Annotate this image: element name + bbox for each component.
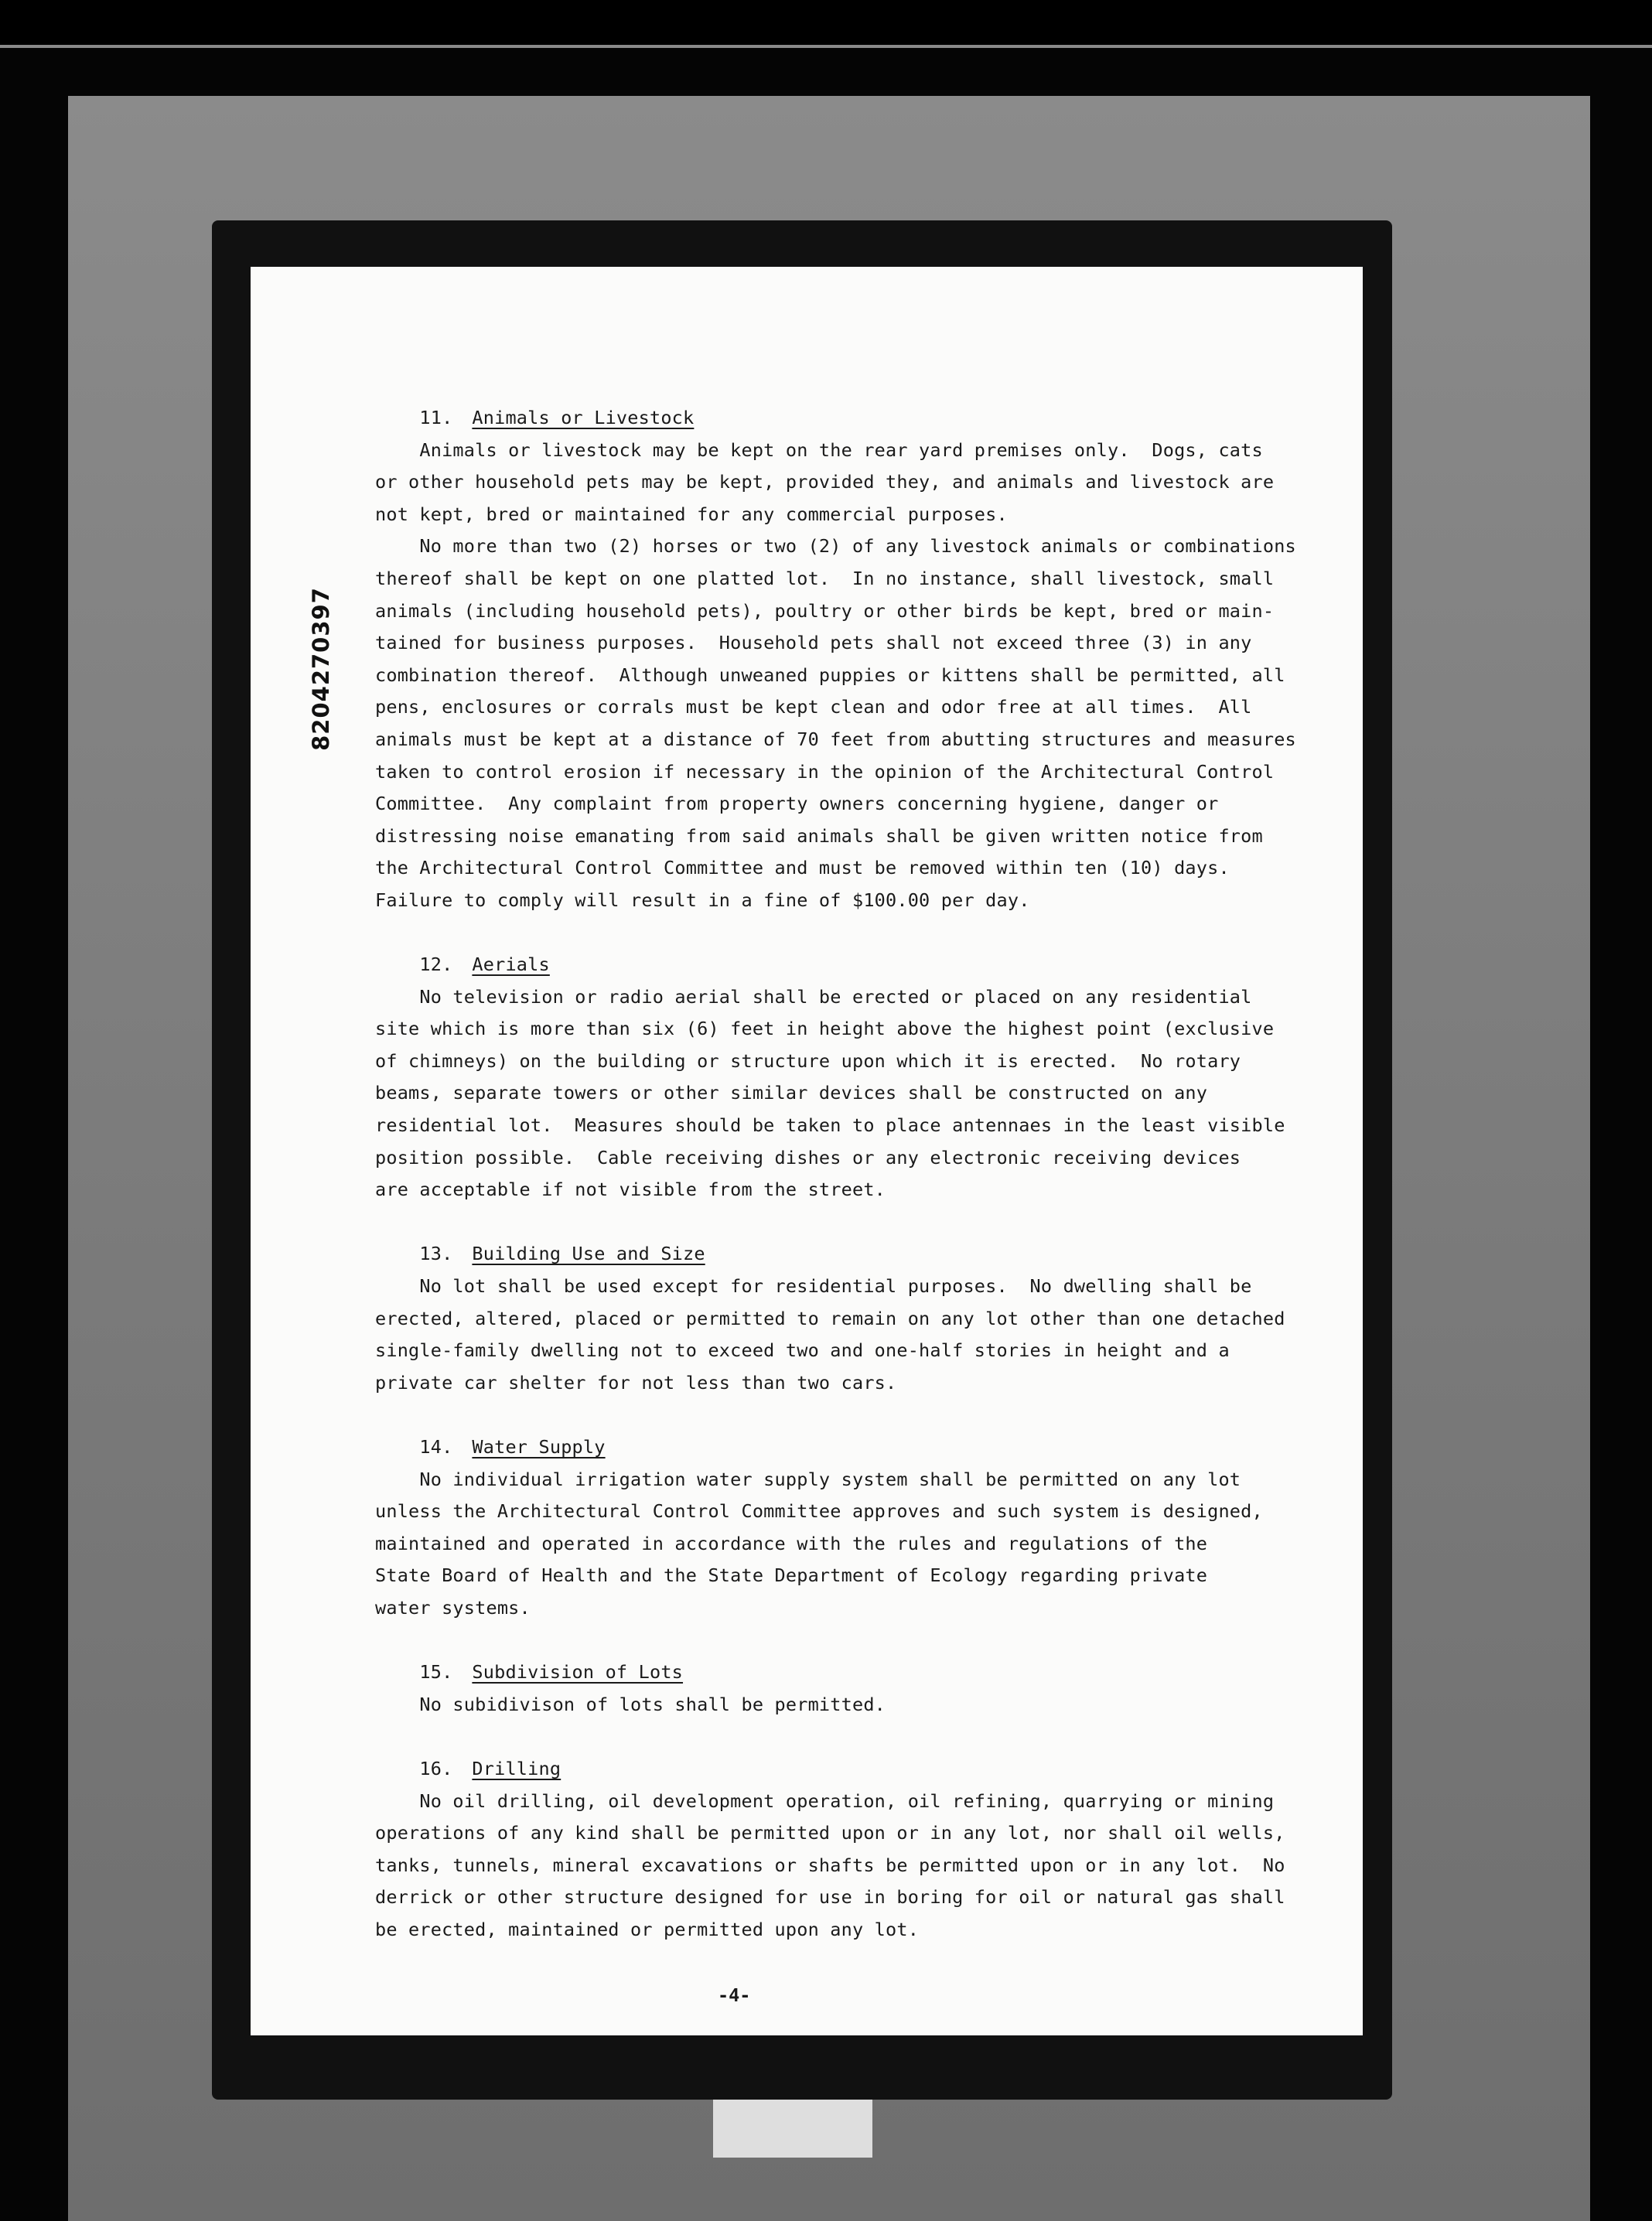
section-heading <box>375 949 1288 981</box>
body-line: No oil drilling, oil development operation, oil refining, quarrying or mining <box>375 1789 1275 1812</box>
section-heading <box>375 1431 1288 1464</box>
section-heading <box>375 1656 1288 1689</box>
body-line: tanks, tunnels, mineral excavations or shafts be permitted upon or in any lot. No <box>375 1854 1285 1876</box>
recording-stamp <box>271 584 371 754</box>
section-number: 15. <box>419 1661 453 1684</box>
body-line: are acceptable if not visible from the street. <box>375 1179 886 1201</box>
section-heading <box>375 1238 1288 1271</box>
body-line: position possible. Cable receiving dishes or any electronic receiving devices <box>375 1146 1241 1168</box>
body-line: operations of any kind shall be permitted upon or in any lot, nor shall oil wells, <box>375 1822 1285 1844</box>
body-line: animals must be kept at a distance of 70 feet from abutting structures and measures <box>375 728 1296 750</box>
indent <box>375 1661 419 1683</box>
body-line: Committee. Any complaint from property owners concerning hygiene, danger or <box>375 793 1219 815</box>
section-title: Aerials <box>472 954 550 976</box>
section-title: Drilling <box>472 1757 561 1779</box>
body-line: Animals or livestock may be kept on the rear yard premises only. Dogs, cats <box>375 438 1263 461</box>
body-line: erected, altered, placed or permitted to remain on any lot other than one detached <box>375 1307 1285 1329</box>
section-title: Water Supply <box>472 1436 606 1458</box>
section-heading <box>375 1753 1288 1786</box>
body-line: pens, enclosures or corrals must be kept clean and odor free at all times. All <box>375 696 1252 718</box>
indent <box>375 954 419 975</box>
section-title: Building Use and Size <box>472 1243 705 1265</box>
section-number: 11. <box>419 407 453 428</box>
indent <box>375 407 419 428</box>
section-heading <box>375 402 1288 435</box>
body-line: of chimneys) on the building or structure upon which it is erected. No rotary <box>375 1049 1241 1072</box>
body-line: private car shelter for not less than two cars. <box>375 1371 897 1394</box>
body-line: No individual irrigation water supply system shall be permitted on any lot <box>375 1468 1241 1490</box>
recording-number: 8204270397 <box>308 587 335 751</box>
film-tab <box>713 2100 872 2158</box>
body-line: taken to control erosion if necessary in the opinion of the Architectural Control <box>375 760 1275 783</box>
body-line: maintained and operated in accordance with the rules and regulations of the <box>375 1532 1208 1554</box>
body-line: single-family dwelling not to exceed two and one-half stories in height and a <box>375 1339 1230 1362</box>
section-title: Subdivision of Lots <box>472 1661 684 1684</box>
section-title: Animals or Livestock <box>472 407 695 428</box>
film-top-strip <box>0 0 1652 48</box>
body-line: No lot shall be used except for residential purposes. No dwelling shall be <box>375 1275 1252 1298</box>
body-line: combination thereof. Although unweaned puppies or kittens shall be permitted, all <box>375 664 1285 686</box>
indent <box>375 1758 419 1779</box>
body-line: thereof shall be kept on one platted lot. In no instance, shall livestock, small <box>375 567 1275 589</box>
body-line: not kept, bred or maintained for any commercial purposes. <box>375 503 1008 525</box>
body-line: distressing noise emanating from said animals shall be given written notice from <box>375 824 1263 847</box>
body-line: No subidivison of lots shall be permitted. <box>375 1693 886 1715</box>
body-line: Failure to comply will result in a fine of $100.00 per day. <box>375 889 1030 911</box>
section-number: 13. <box>419 1243 453 1265</box>
document-body <box>375 402 1296 1946</box>
body-line: or other household pets may be kept, provided they, and animals and livestock are <box>375 471 1275 493</box>
section-number: 12. <box>419 954 453 976</box>
body-line: State Board of Health and the State Department of Ecology regarding private <box>375 1564 1208 1587</box>
body-line: beams, separate towers or other similar devices shall be constructed on any <box>375 1082 1208 1104</box>
body-line: be erected, maintained or permitted upon any lot. <box>375 1918 920 1940</box>
body-line: No more than two (2) horses or two (2) of any livestock animals or combinations <box>375 535 1296 558</box>
body-line: unless the Architectural Control Committee approves and such system is designed, <box>375 1500 1263 1523</box>
body-line: the Architectural Control Committee and must be removed within ten (10) days. <box>375 857 1230 879</box>
section-number: 16. <box>419 1757 453 1779</box>
body-line: water systems. <box>375 1596 531 1619</box>
body-line: animals (including household pets), poultry or other birds be kept, bred or main- <box>375 599 1275 622</box>
body-line: residential lot. Measures should be taken to place antennaes in the least visible <box>375 1114 1285 1137</box>
body-line: derrick or other structure designed for use in boring for oil or natural gas shall <box>375 1886 1285 1909</box>
section-number: 14. <box>419 1436 453 1458</box>
page-number: -4- <box>718 1984 751 2006</box>
indent <box>375 1243 419 1264</box>
body-line: site which is more than six (6) feet in height above the highest point (exclusive <box>375 1018 1275 1040</box>
body-line: No television or radio aerial shall be erected or placed on any residential <box>375 985 1252 1008</box>
indent <box>375 1436 419 1458</box>
body-line: tained for business purposes. Household pets shall not exceed three (3) in any <box>375 632 1252 654</box>
